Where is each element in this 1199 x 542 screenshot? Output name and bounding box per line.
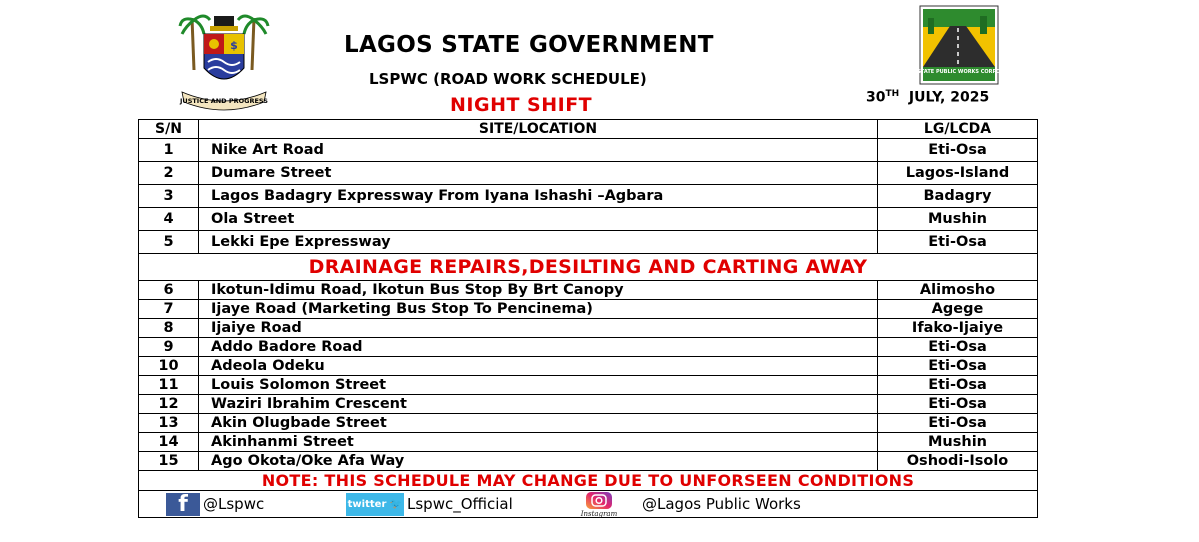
row-site: Nike Art Road bbox=[199, 139, 878, 162]
row-sn: 12 bbox=[139, 395, 199, 414]
social-links bbox=[139, 491, 1037, 517]
row-site: Ijaye Road (Marketing Bus Stop To Pencinema) bbox=[199, 300, 878, 319]
row-lg: Alimosho bbox=[878, 281, 1038, 300]
row-sn: 9 bbox=[139, 338, 199, 357]
schedule-note: NOTE: THIS SCHEDULE MAY CHANGE DUE TO UNFORSEEN CONDITIONS bbox=[139, 471, 1038, 491]
instagram-icon-label: Instagram bbox=[580, 510, 618, 518]
table-row bbox=[139, 414, 1038, 433]
crest-motto: JUSTICE AND PROGRESS bbox=[180, 97, 268, 105]
date-day: 30 bbox=[866, 89, 886, 106]
row-site: Akinhanmi Street bbox=[199, 433, 878, 452]
lspwc-logo bbox=[896, 6, 1022, 84]
table-row bbox=[139, 139, 1038, 162]
table-row bbox=[139, 376, 1038, 395]
row-site: Ola Street bbox=[199, 208, 878, 231]
row-site: Ago Okota/Oke Afa Way bbox=[199, 452, 878, 471]
row-lg: Eti-Osa bbox=[878, 139, 1038, 162]
note-row bbox=[139, 471, 1038, 491]
row-site: Louis Solomon Street bbox=[199, 376, 878, 395]
table-row bbox=[139, 452, 1038, 471]
row-lg: Mushin bbox=[878, 208, 1038, 231]
row-site: Ijaiye Road bbox=[199, 319, 878, 338]
table-row bbox=[139, 208, 1038, 231]
row-lg: Mushin bbox=[878, 433, 1038, 452]
header-lg: LG/LCDA bbox=[878, 120, 1038, 139]
row-lg: Eti-Osa bbox=[878, 338, 1038, 357]
row-site: Adeola Odeku bbox=[199, 357, 878, 376]
date-rest: JULY, 2025 bbox=[908, 89, 990, 106]
row-site: Addo Badore Road bbox=[199, 338, 878, 357]
row-lg: Lagos-Island bbox=[878, 162, 1038, 185]
row-site: Lagos Badagry Expressway From Iyana Ishashi –Agbara bbox=[199, 185, 878, 208]
instagram-handle[interactable]: @Lagos Public Works bbox=[642, 495, 801, 513]
row-site: Lekki Epe Expressway bbox=[199, 231, 878, 254]
table-row bbox=[139, 357, 1038, 376]
table-row bbox=[139, 185, 1038, 208]
row-sn: 13 bbox=[139, 414, 199, 433]
row-sn: 6 bbox=[139, 281, 199, 300]
twitter-icon[interactable]: twitter 🐦 bbox=[346, 493, 404, 516]
shift-label: NIGHT SHIFT bbox=[450, 94, 593, 116]
row-site: Waziri Ibrahim Crescent bbox=[199, 395, 878, 414]
instagram-icon[interactable] bbox=[564, 491, 634, 517]
row-lg: Eti-Osa bbox=[878, 395, 1038, 414]
row-lg: Ifako-Ijaiye bbox=[878, 319, 1038, 338]
row-sn: 8 bbox=[139, 319, 199, 338]
schedule-date bbox=[866, 89, 989, 106]
lspwc-logo-text: LAGOS STATE PUBLIC WORKS CORPORATION bbox=[896, 69, 1022, 75]
row-sn: 10 bbox=[139, 357, 199, 376]
row-sn: 14 bbox=[139, 433, 199, 452]
row-lg: Agege bbox=[878, 300, 1038, 319]
svg-text:$: $ bbox=[230, 39, 238, 52]
row-sn: 4 bbox=[139, 208, 199, 231]
row-sn: 3 bbox=[139, 185, 199, 208]
row-sn: 5 bbox=[139, 231, 199, 254]
row-lg: Eti-Osa bbox=[878, 414, 1038, 433]
social-cell bbox=[139, 491, 1038, 518]
facebook-icon[interactable]: f bbox=[166, 493, 200, 516]
twitter-icon-label: twitter bbox=[347, 499, 387, 510]
row-sn: 11 bbox=[139, 376, 199, 395]
table-row bbox=[139, 281, 1038, 300]
row-sn: 7 bbox=[139, 300, 199, 319]
date-suffix: TH bbox=[885, 89, 900, 99]
row-lg: Eti-Osa bbox=[878, 231, 1038, 254]
table-row bbox=[139, 319, 1038, 338]
row-lg: Eti-Osa bbox=[878, 357, 1038, 376]
table-row bbox=[139, 162, 1038, 185]
row-sn: 2 bbox=[139, 162, 199, 185]
schedule-table bbox=[138, 119, 1038, 518]
facebook-handle[interactable]: @Lspwc bbox=[203, 495, 265, 513]
row-site: Ikotun-Idimu Road, Ikotun Bus Stop By Brt Canopy bbox=[199, 281, 878, 300]
table-row bbox=[139, 433, 1038, 452]
table-row bbox=[139, 338, 1038, 357]
section-header-row bbox=[139, 254, 1038, 281]
page-subtitle: LSPWC (ROAD WORK SCHEDULE) bbox=[369, 70, 647, 88]
header-sn: S/N bbox=[139, 120, 199, 139]
row-sn: 1 bbox=[139, 139, 199, 162]
twitter-handle[interactable]: Lspwc_Official bbox=[407, 495, 513, 513]
table-row bbox=[139, 300, 1038, 319]
row-lg: Badagry bbox=[878, 185, 1038, 208]
row-site: Akin Olugbade Street bbox=[199, 414, 878, 433]
row-sn: 15 bbox=[139, 452, 199, 471]
table-row bbox=[139, 231, 1038, 254]
table-row bbox=[139, 395, 1038, 414]
page-title: LAGOS STATE GOVERNMENT bbox=[344, 32, 714, 58]
row-lg: Oshodi-Isolo bbox=[878, 452, 1038, 471]
row-site: Dumare Street bbox=[199, 162, 878, 185]
table-header-row bbox=[139, 120, 1038, 139]
section-title: DRAINAGE REPAIRS,DESILTING AND CARTING AWAY bbox=[139, 254, 1038, 281]
row-lg: Eti-Osa bbox=[878, 376, 1038, 395]
lagos-state-crest-logo bbox=[178, 10, 270, 110]
header-site: SITE/LOCATION bbox=[199, 120, 878, 139]
social-row bbox=[139, 491, 1038, 518]
